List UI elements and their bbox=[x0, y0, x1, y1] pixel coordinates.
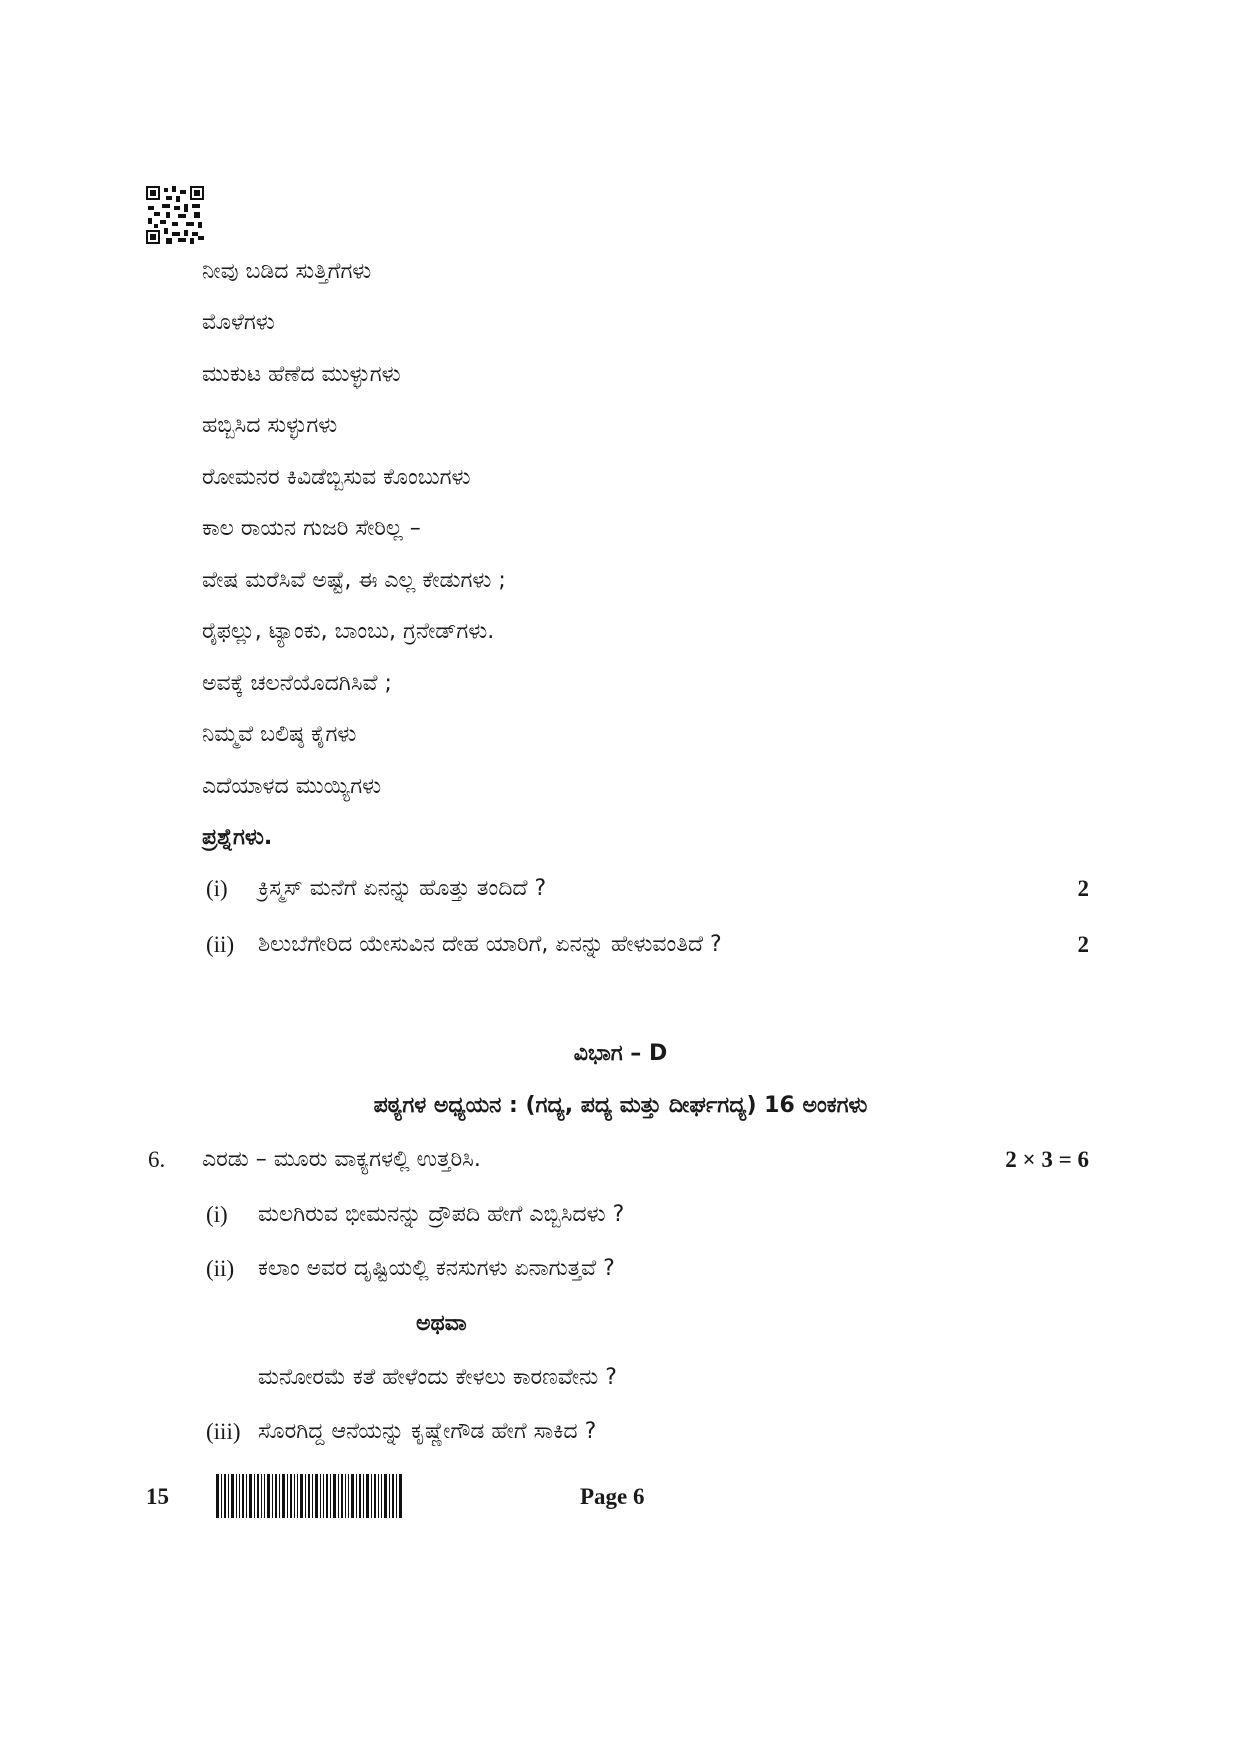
poem-line: ಹಬ್ಬಿಸಿದ ಸುಳ್ಳುಗಳು bbox=[202, 413, 338, 438]
page-number: Page 6 bbox=[580, 1484, 645, 1509]
poem-line: ಕಾಲ ರಾಯನ ಗುಜರಿ ಸೇರಿಲ್ಲ – bbox=[202, 516, 421, 541]
q6-item-label: (iii) bbox=[206, 1419, 241, 1444]
poem-line: ಎದೆಯಾಳದ ಮುಯ್ಯಿಗಳು bbox=[202, 774, 382, 799]
q5-item-text: ಶಿಲುಬೆಗೇರಿದ ಯೇಸುವಿನ ದೇಹ ಯಾರಿಗೆ, ಏನನ್ನು ಹೇಳುವಂತಿದೆ ? bbox=[258, 932, 722, 957]
poem-line: ರೋಮನರ ಕಿವಿಡೆಬ್ಬಿಸುವ ಕೊಂಬುಗಳು bbox=[202, 465, 471, 490]
q5-item-marks: 2 bbox=[1077, 876, 1089, 901]
questions-heading: ಪ್ರಶ್ನೆಗಳು. bbox=[202, 825, 273, 850]
q5-item-label: (i) bbox=[206, 876, 228, 901]
q5-item-label: (ii) bbox=[206, 932, 235, 957]
or-question-text: ಮನೋರಮೆ ಕತೆ ಹೇಳೆಂದು ಕೇಳಲು ಕಾರಣವೇನು ? bbox=[258, 1365, 617, 1390]
q6-number: 6. bbox=[148, 1147, 166, 1172]
or-label: ಅಥವಾ bbox=[416, 1311, 467, 1336]
q6-item-text: ಸೊರಗಿದ್ದ ಆನೆಯನ್ನು ಕೃಷ್ಣೇಗೌಡ ಹೇಗೆ ಸಾಕಿದ ? bbox=[258, 1419, 597, 1444]
section-title: ವಿಭಾಗ – D bbox=[573, 1041, 668, 1066]
poem-line: ವೇಷ ಮರೆಸಿವೆ ಅಷ್ಟೆ, ಈ ಎಲ್ಲ ಕೇಡುಗಳು ; bbox=[202, 568, 506, 593]
qr-code bbox=[146, 186, 204, 244]
q6-marks: 2 × 3 = 6 bbox=[1005, 1147, 1089, 1172]
poem-line: ನಿಮ್ಮವೆ ಬಲಿಷ್ಠ ಕೈಗಳು bbox=[202, 722, 357, 747]
section-subtitle: ಪಠ್ಯಗಳ ಅಧ್ಯಯನ : (ಗದ್ಯ, ಪದ್ಯ ಮತ್ತು ದೀರ್ಘಗದ್ಯ) 16 ಅಂಕಗಳು bbox=[373, 1093, 868, 1118]
q6-item-label: (i) bbox=[206, 1202, 228, 1227]
barcode bbox=[216, 1474, 402, 1518]
q5-item-text: ಕ್ರಿಸ್ಮಸ್ ಮನೆಗೆ ಏನನ್ನು ಹೊತ್ತು ತಂದಿದೆ ? bbox=[258, 876, 547, 901]
q6-item-label: (ii) bbox=[206, 1256, 235, 1281]
q6-instruction: ಎರಡು – ಮೂರು ವಾಕ್ಯಗಳಲ್ಲಿ ಉತ್ತರಿಸಿ. bbox=[202, 1147, 481, 1172]
paper-code: 15 bbox=[146, 1484, 169, 1509]
poem-line: ಮುಕುಟ ಹೆಣೆದ ಮುಳ್ಳುಗಳು bbox=[202, 362, 401, 387]
poem-line: ರೈಫಲ್ಲು, ಟ್ಯಾಂಕು, ಬಾಂಬು, ಗ್ರನೇಡ್‌ಗಳು. bbox=[202, 619, 495, 644]
poem-line: ನೀವು ಬಡಿದ ಸುತ್ತಿಗೆಗಳು bbox=[202, 259, 372, 284]
poem-line: ಅವಕ್ಕೆ ಚಲನೆಯೊದಗಿಸಿವೆ ; bbox=[202, 671, 392, 696]
q5-item-marks: 2 bbox=[1077, 932, 1089, 957]
q6-item-text: ಮಲಗಿರುವ ಭೀಮನನ್ನು ದ್ರೌಪದಿ ಹೇಗೆ ಎಬ್ಬಿಸಿದಳು ? bbox=[258, 1202, 625, 1227]
poem-line: ಮೊಳೆಗಳು bbox=[202, 310, 275, 335]
q6-item-text: ಕಲಾಂ ಅವರ ದೃಷ್ಟಿಯಲ್ಲಿ ಕನಸುಗಳು ಏನಾಗುತ್ತವೆ ? bbox=[258, 1256, 615, 1281]
